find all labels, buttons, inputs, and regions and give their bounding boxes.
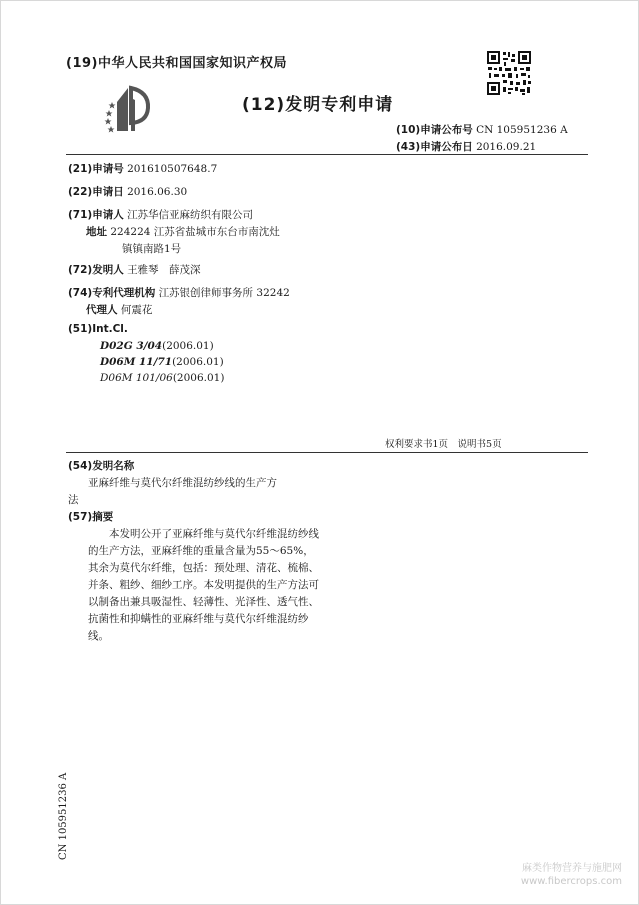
publication-number-label: (10)申请公布号 (396, 124, 473, 136)
patent-office-name: (19)中华人民共和国国家知识产权局 (66, 56, 287, 71)
cnipa-logo (104, 84, 156, 136)
watermark-line-1: 麻类作物营养与施肥网 (522, 863, 622, 874)
applicant-label: (71)申请人 (68, 209, 124, 221)
agency-name: 江苏银创律师事务所 32242 (158, 287, 290, 299)
abstract-label: (57)摘要 (68, 511, 114, 523)
biblio-divider (66, 452, 588, 453)
ipc-label: (51)Int.Cl. (68, 323, 128, 335)
applicant-name: 江苏华信亚麻纺织有限公司 (127, 209, 254, 221)
agent-line (86, 302, 152, 317)
ipc-code: D06M 101/06 (100, 372, 173, 384)
abstract-text: 本发明公开了亚麻纤维与莫代尔纤维混纺纱线的生产方法，亚麻纤维的重量含量为55～65%，其余为莫代尔纤维，包括：预处理、清花、梳棉、并条、粗纱、细纱工序。本发明提供的生产方法可以制备出兼具吸湿性、轻薄性、光泽性、透气性、抗菌性和抑螨性的亚麻纤维与莫代尔纤维混纺纱线。 (88, 528, 319, 642)
document-type-title: (12)发明专利申请 (242, 95, 394, 115)
filing-date-label: (22)申请日 (68, 186, 124, 198)
invention-name-label: (54)发明名称 (68, 460, 135, 472)
ipc-code: D02G 3/04 (100, 340, 163, 352)
publication-number: CN 105951236 A (476, 124, 568, 136)
filing-date: 2016.06.30 (127, 186, 188, 198)
logo-right-pillar (131, 98, 135, 131)
logo-left-pillar (117, 88, 128, 131)
ipc-entry (100, 356, 224, 368)
ipc-entry (100, 340, 214, 352)
address-line-1: 224224 江苏省盐城市东台市南沈灶 (110, 226, 280, 238)
inventor-line (68, 262, 201, 277)
logo-stars (105, 102, 116, 133)
agency-line (68, 285, 290, 300)
site-watermark (486, 862, 622, 888)
page-count-note: 权利要求书1页 说明书5页 (385, 439, 502, 450)
ipc-date: (2006.01) (172, 372, 225, 384)
application-number-label: (21)申请号 (68, 163, 124, 175)
publication-date: 2016.09.21 (476, 141, 537, 153)
application-number: 201610507648.7 (127, 163, 218, 175)
agent-label: 代理人 (86, 304, 118, 316)
application-number-line (68, 161, 217, 176)
agent-name: 何震花 (120, 304, 153, 316)
header-divider (66, 154, 588, 155)
address-line (86, 224, 280, 239)
side-publication-number: CN 105951236 A (58, 772, 69, 860)
invention-name-line-2: 法 (68, 494, 79, 506)
address-line-2: 镇镇南路1号 (122, 243, 182, 255)
ipc-code: D06M 11/71 (100, 356, 173, 368)
ipc-date: (2006.01) (162, 340, 214, 352)
invention-name-line-1: 亚麻纤维与莫代尔纤维混纺纱线的生产方 (88, 477, 277, 489)
ipc-entry (100, 372, 224, 384)
inventor-label: (72)发明人 (68, 264, 124, 276)
inventor-names: 王雅琴 薛茂深 (127, 264, 201, 276)
agency-label: (74)专利代理机构 (68, 287, 156, 299)
publication-date-label: (43)申请公布日 (396, 141, 473, 153)
watermark-line-2: www.fibercrops.com (520, 876, 622, 887)
filing-date-line (68, 184, 187, 199)
qr-code (486, 50, 532, 96)
applicant-line (68, 207, 253, 222)
publication-date-line (396, 139, 536, 154)
ipc-date: (2006.01) (172, 356, 224, 368)
publication-number-line (396, 122, 568, 137)
address-label: 地址 (86, 226, 107, 238)
